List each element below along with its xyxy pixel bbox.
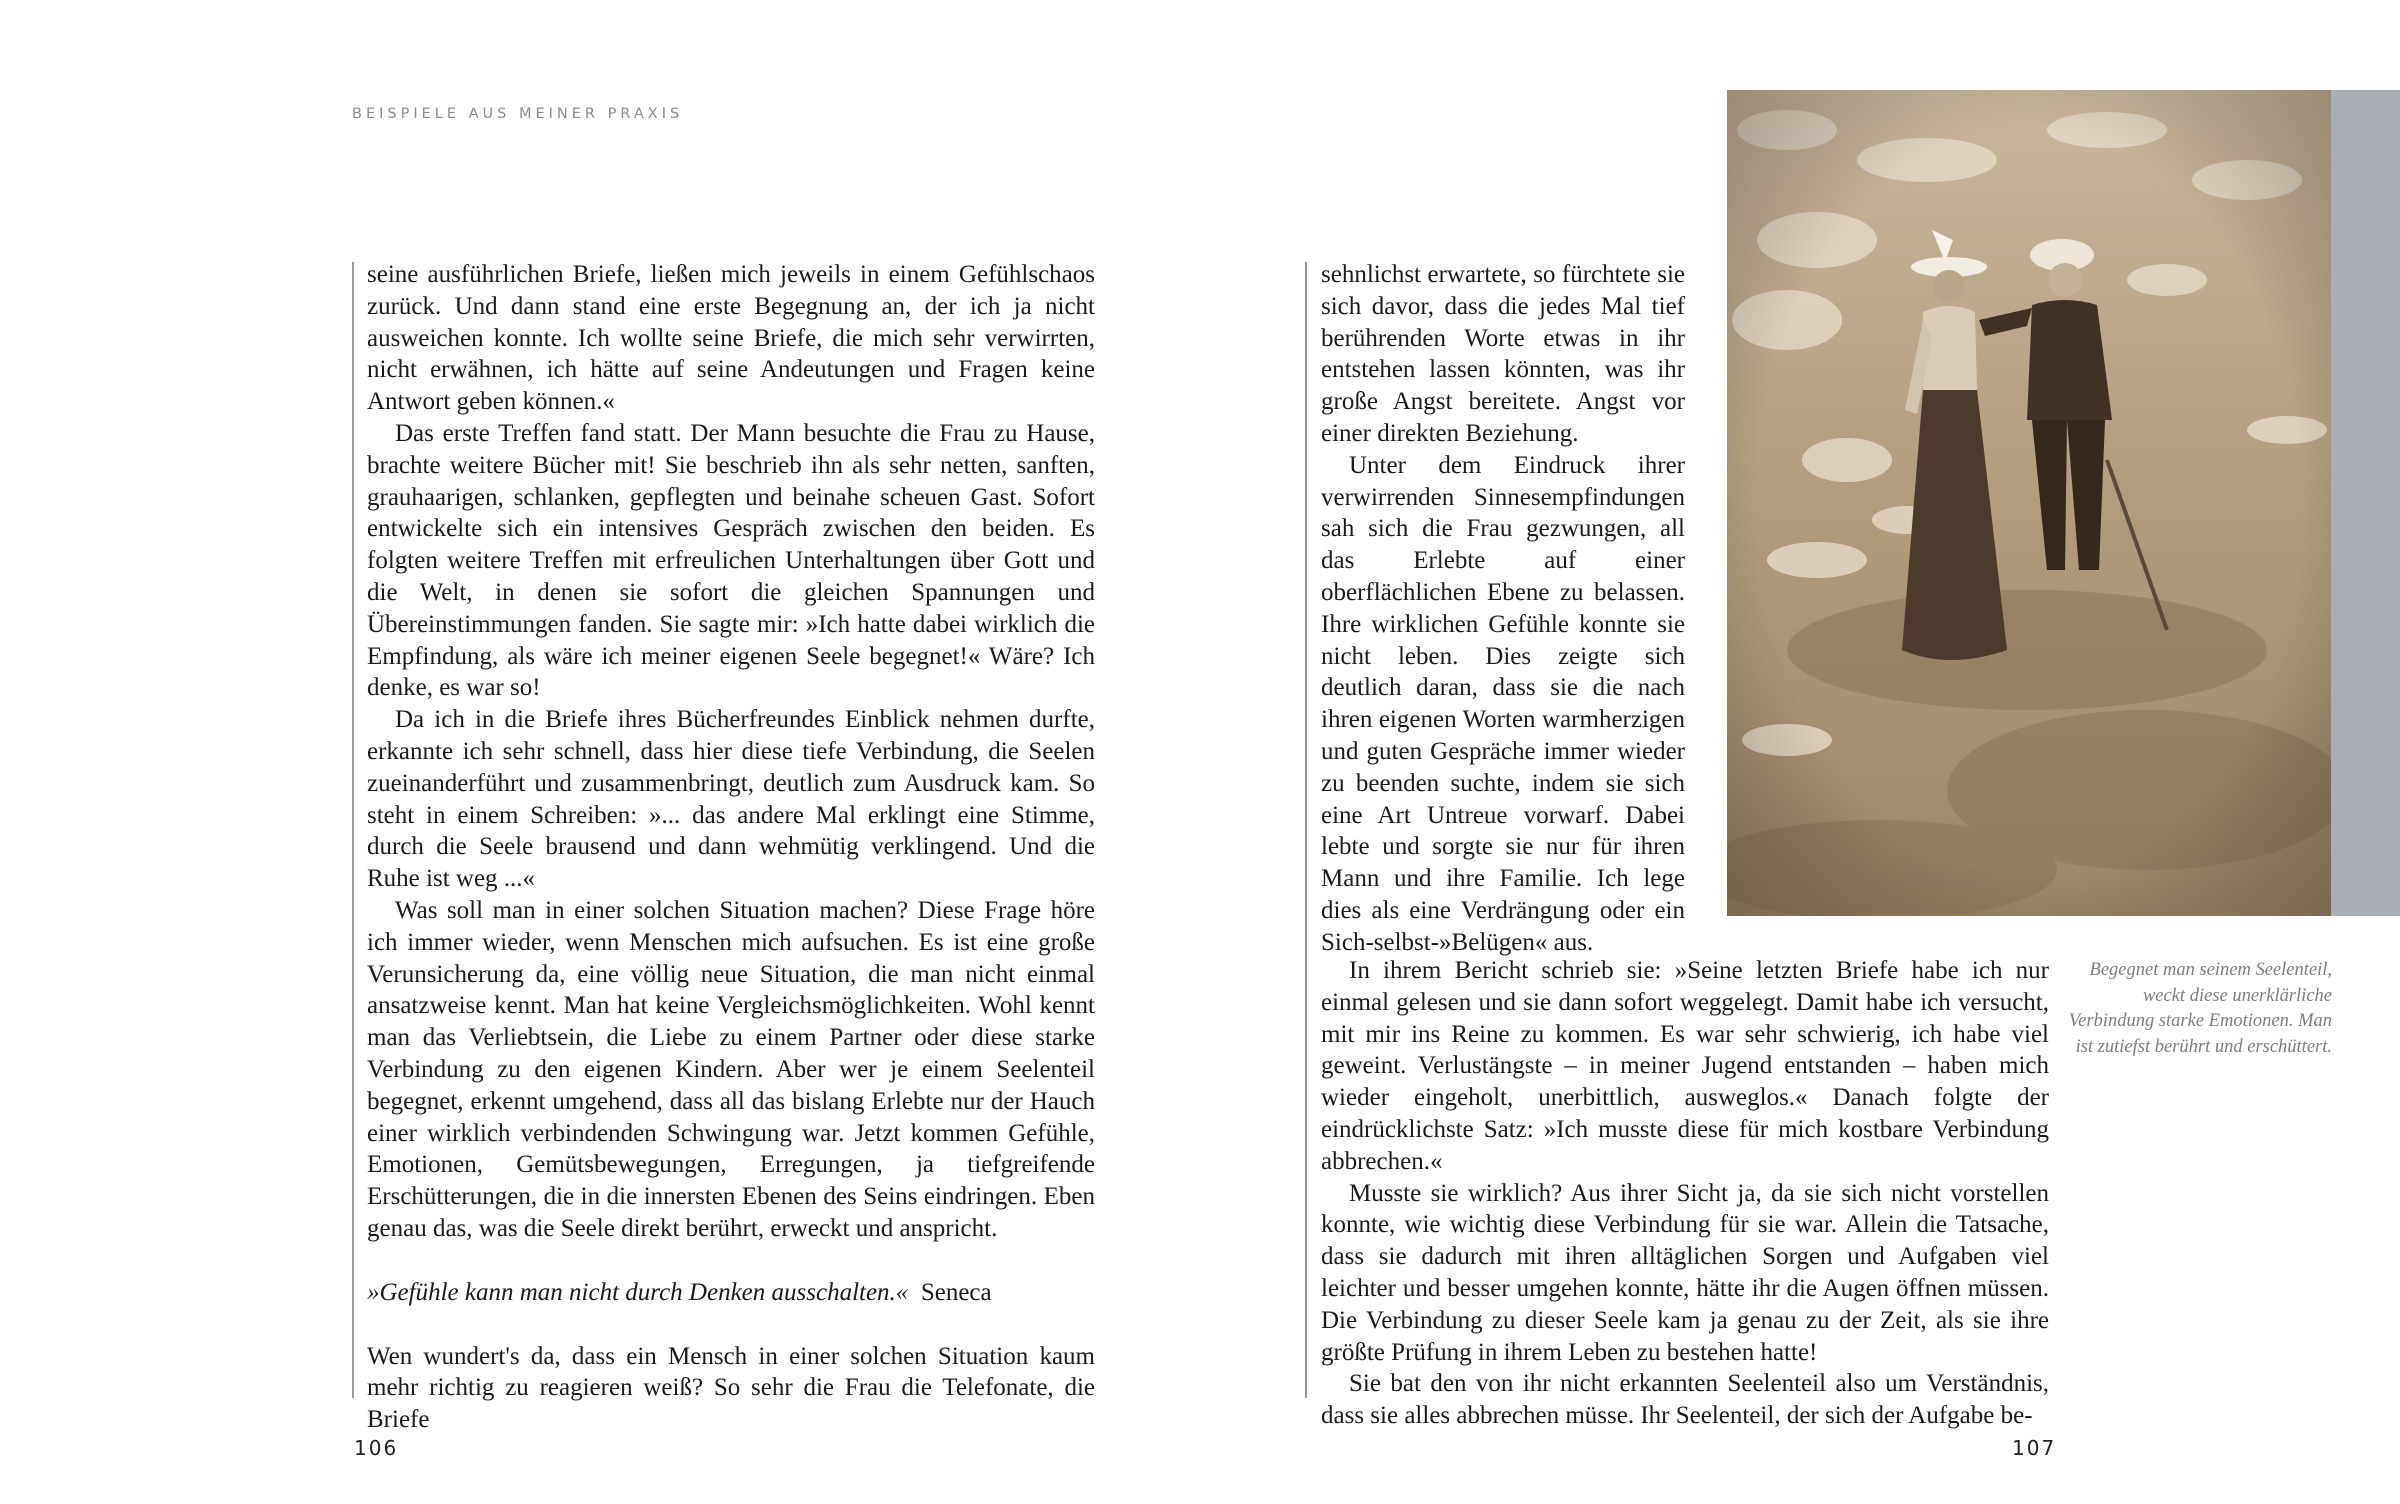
paragraph: seine ausführlichen Briefe, ließen mich jeweils in einem Gefühlschaos zurück. Und dann stand eine erste Begegnung an, der ich ja nicht ausweichen konnte. Ich wollte seine Briefe, die mich sehr verwirrten, nicht erwähnen, ich hätte auf seine Andeutungen und Fragen keine Antwort geben können.«	[367, 261, 1095, 416]
paragraph: Unter dem Eindruck ihrer verwirrenden Sinnesempfindungen sah sich die Frau gezwungen, all das Erlebte auf einer oberflächlichen Ebene zu belassen. Ihre wirklichen Gefühle konnte sie nicht leben. Dies zeigte sich deutlich daran, dass sie die nach ihren eigenen Worten warmherzigen und guten Gespräche immer wieder zu beenden suchte, indem sie sich eine Art Untreue vorwarf. Dabei lebte und sorgte sie nur für ihren Mann und ihre Familie. Ich lege dies als eine Verdrängung oder ein Sich-selbst-»Belügen« aus.	[1321, 451, 1685, 956]
running-head: BEISPIELE AUS MEINER PRAXIS	[352, 106, 684, 122]
paragraph: Da ich in die Briefe ihres Bücherfreundes Einblick nehmen durfte, erkannte ich sehr schnell, dass hier diese tiefe Verbindung, die Seelen zueinanderführt und zusammenbringt, deutlich zum Ausdruck kam. So steht in einem Schreiben: »... das andere Mal erklingt eine Stimme, durch die Seele brausend und dann wehmütig verklingend. Und die Ruhe ist weg ...«	[367, 706, 1095, 893]
color-band	[2331, 90, 2400, 916]
right-column-rule	[1305, 262, 1307, 1398]
right-page-text-wide	[1321, 955, 2049, 1432]
right-page-text-narrow	[1321, 259, 1685, 959]
paragraph: Wen wundert's da, dass ein Mensch in einer solchen Situation kaum mehr richtig zu reagieren weiß? So sehr die Frau die Telefonate, die Briefe	[367, 1342, 1095, 1434]
paragraph: Das erste Treffen fand statt. Der Mann besuchte die Frau zu Hause, brachte weitere Bücher mit! Sie beschrieb ihn als sehr netten, sanften, grauhaarigen, schlanken, gepflegten und beinahe scheuen Gast. Sofort entwickelte sich ein intensives Gespräch zwischen den beiden. Es folgten weitere Treffen mit erfreulichen Unterhaltungen über Gott und die Welt, in denen sie sofort die gleichen Spannungen und Übereinstimmungen fanden. Sie sagte mir: »Ich hatte dabei wirklich die Empfindung, als wäre ich meiner eigenen Seele begegnet!« Wäre? Ich denke, es war so!	[367, 419, 1095, 702]
paragraph: Sie bat den von ihr nicht erkannten Seelenteil also um Verständnis, dass sie alles abbrechen müsse. Ihr Seelenteil, der sich der Aufgabe be-	[1321, 1370, 2049, 1430]
vintage-photo	[1727, 90, 2331, 916]
left-page-text	[367, 259, 1095, 1436]
quote-text: »Gefühle kann man nicht durch Denken ausschalten.«	[367, 1278, 909, 1306]
quote-author: Seneca	[920, 1278, 992, 1306]
paragraph: In ihrem Bericht schrieb sie: »Seine letzten Briefe habe ich nur einmal gelesen und sie dann sofort weggelegt. Damit habe ich versucht, mit mir ins Reine zu kommen. Es war sehr schwierig, ich habe viel geweint. Verlustängste – in meiner Jugend entstanden – haben mich wieder eingeholt, unerbittlich, ausweglos.« Danach folgte der eindrücklichste Satz: »Ich musste diese für mich kostbare Verbindung abbrechen.«	[1321, 957, 2049, 1175]
page-number-right: 107	[2012, 1436, 2057, 1460]
caption-text: Begegnet man seinem Seelenteil, weckt diese unerklärliche Verbindung starke Emotionen. Man ist zutiefst berührt und erschüttert.	[2068, 960, 2332, 1057]
photo-caption	[2060, 958, 2332, 1060]
left-column-rule	[352, 262, 354, 1398]
page-number-left: 106	[354, 1436, 399, 1460]
quote	[367, 1277, 1095, 1309]
paragraph: Musste sie wirklich? Aus ihrer Sicht ja, da sie sich nicht vorstellen konnte, wie wichtig diese Verbindung für sie war. Allein die Tatsache, dass sie dadurch mit ihren alltäglichen Sorgen und Aufgaben viel leichter und besser umgehen konnte, hätte ihr die Augen öffnen müssen. Die Verbindung zu dieser Seele kam ja genau zu der Zeit, als sie ihre größte Prüfung in ihrem Leben zu bestehen hatte!	[1321, 1179, 2049, 1366]
paragraph: sehnlichst erwartete, so fürchtete sie sich davor, dass die jedes Mal tief berührenden Worte etwas in ihr entstehen lassen könnten, was ihr große Angst bereitete. Angst vor einer direkten Beziehung.	[1321, 261, 1685, 447]
paragraph: Was soll man in einer solchen Situation machen? Diese Frage höre ich immer wieder, wenn Menschen mich aufsuchen. Es ist eine große Verunsicherung da, eine völlig neue Situation, die man nicht einmal ansatzweise kennt. Man hat keine Vergleichsmöglichkeiten. Wohl kennt man das Verliebtsein, die Liebe zu einem Partner oder diese starke Verbindung zu den eigenen Kindern. Aber wer je einem Seelenteil begegnet, erkennt umgehend, dass all das bislang Erlebte nur der Hauch einer wirklich verbindenden Schwingung war. Jetzt kommen Gefühle, Emotionen, Gemütsbewegungen, Erregungen, ja tiefgreifende Erschütterungen, die in die innersten Ebenen des Seins eindringen. Eben genau das, was die Seele direkt berührt, erweckt und anspricht.	[367, 896, 1095, 1242]
